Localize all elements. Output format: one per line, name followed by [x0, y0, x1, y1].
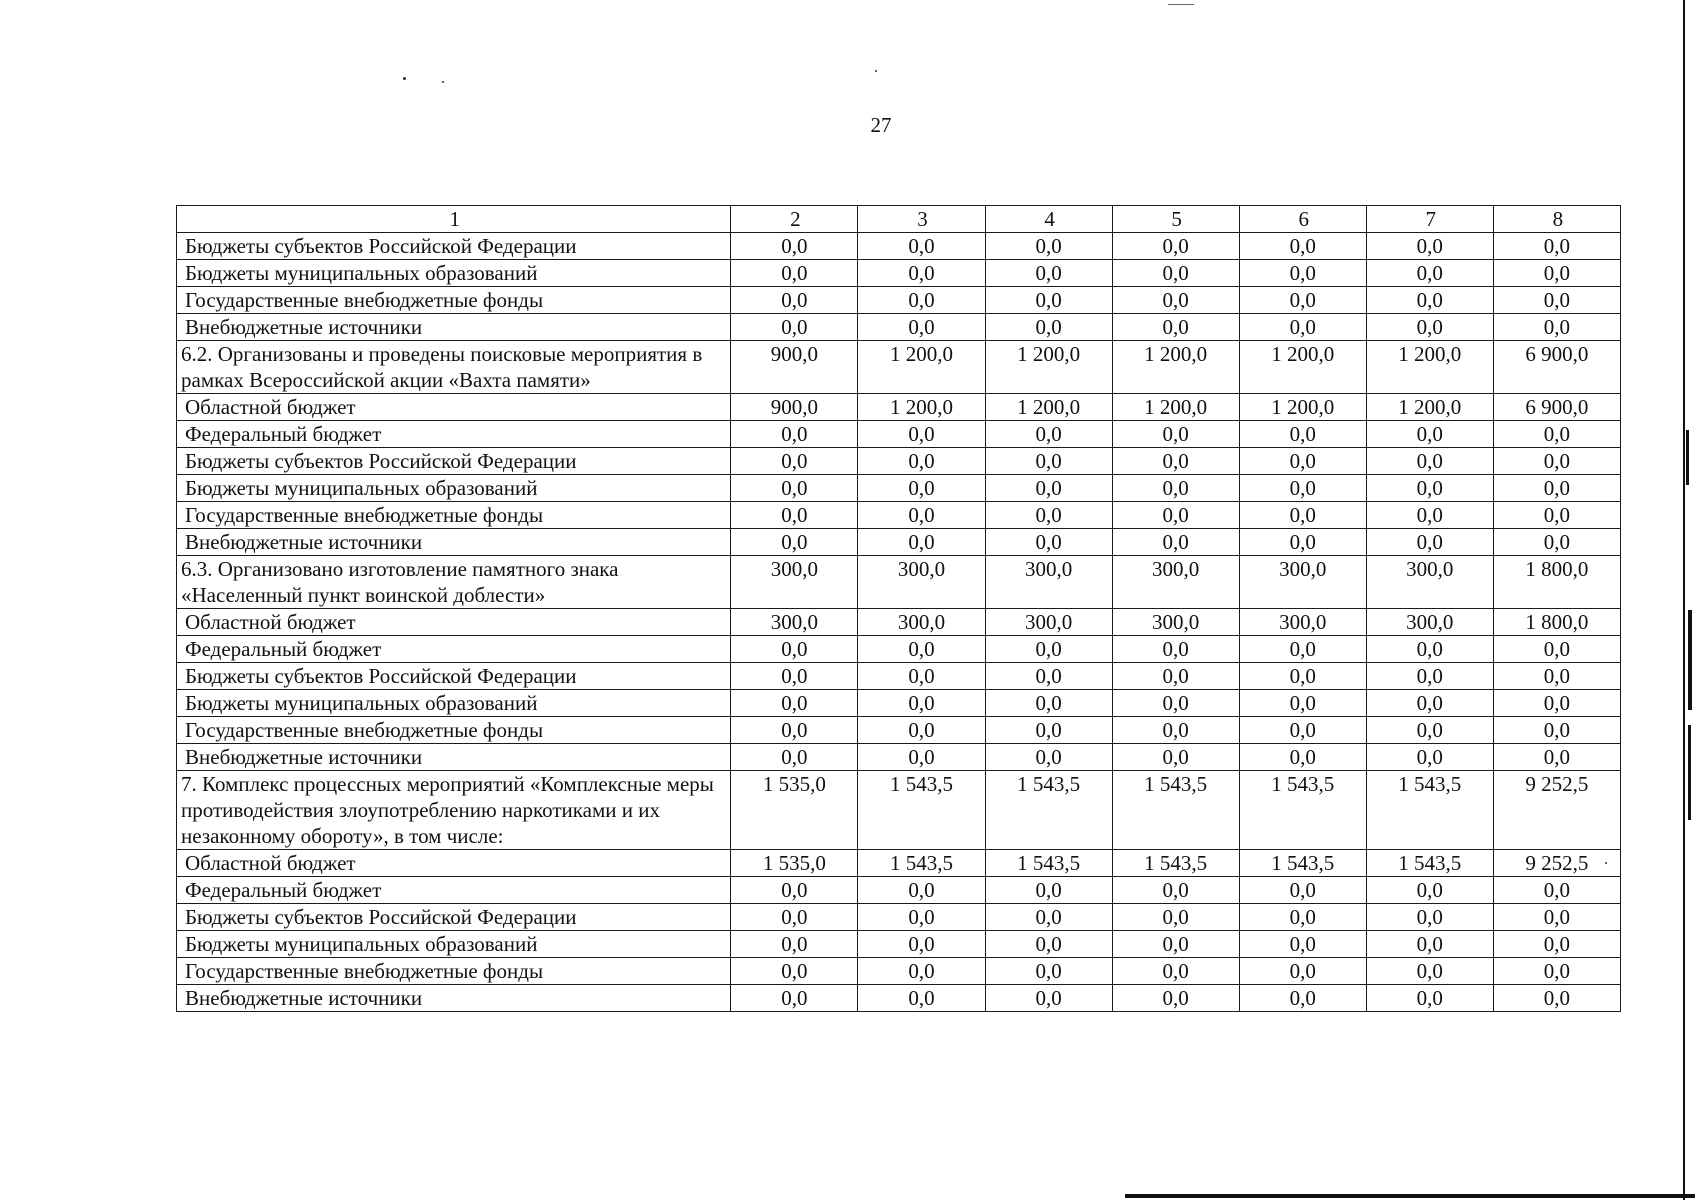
value-cell: 0,0: [731, 233, 858, 260]
value-cell: 0,0: [1112, 958, 1239, 985]
scan-top-mark: [1168, 4, 1194, 5]
column-number-cell: 6: [1239, 206, 1366, 233]
column-number-row: [177, 206, 1621, 233]
value-cell: 0,0: [1366, 985, 1493, 1012]
value-cell: 0,0: [858, 233, 985, 260]
value-cell: 0,0: [1239, 985, 1366, 1012]
row-label-cell: Бюджеты субъектов Российской Федерации: [177, 904, 731, 931]
scan-speck: [1605, 862, 1607, 864]
value-cell: 0,0: [1239, 904, 1366, 931]
value-cell: 0,0: [1366, 260, 1493, 287]
value-cell: 0,0: [1366, 690, 1493, 717]
value-cell: 0,0: [731, 690, 858, 717]
value-cell: 1 535,0: [731, 850, 858, 877]
value-cell: 0,0: [731, 985, 858, 1012]
value-cell: 0,0: [858, 314, 985, 341]
value-cell: 0,0: [1366, 287, 1493, 314]
value-cell: 1 200,0: [858, 394, 985, 421]
value-cell: 0,0: [1239, 717, 1366, 744]
value-cell: 0,0: [731, 904, 858, 931]
value-cell: 0,0: [985, 636, 1112, 663]
value-cell: 0,0: [1112, 931, 1239, 958]
value-cell: 0,0: [985, 985, 1112, 1012]
value-cell: 0,0: [1493, 931, 1620, 958]
row-label-cell: Бюджеты муниципальных образований: [177, 260, 731, 287]
row-label-cell: Областной бюджет: [177, 850, 731, 877]
row-label-cell: Бюджеты муниципальных образований: [177, 931, 731, 958]
value-cell: 0,0: [985, 690, 1112, 717]
value-cell: 1 200,0: [985, 394, 1112, 421]
value-cell: 0,0: [1366, 314, 1493, 341]
row-label-cell: Федеральный бюджет: [177, 877, 731, 904]
table-row: [177, 233, 1621, 260]
value-cell: 0,0: [1239, 877, 1366, 904]
table-row: [177, 663, 1621, 690]
value-cell: 1 535,0: [731, 771, 858, 850]
value-cell: 0,0: [731, 877, 858, 904]
value-cell: 0,0: [858, 636, 985, 663]
value-cell: 1 543,5: [985, 850, 1112, 877]
scan-speck: [442, 81, 444, 83]
value-cell: 300,0: [1239, 609, 1366, 636]
value-cell: 9 252,5: [1493, 850, 1620, 877]
row-label-cell: 6.2. Организованы и проведены поисковые мероприятия в рамках Всероссийской акции «Вахта памяти»: [177, 341, 731, 394]
row-label-cell: Внебюджетные источники: [177, 314, 731, 341]
value-cell: 1 543,5: [1112, 771, 1239, 850]
value-cell: 0,0: [1493, 314, 1620, 341]
value-cell: 0,0: [1112, 690, 1239, 717]
value-cell: 0,0: [858, 502, 985, 529]
table-row: [177, 958, 1621, 985]
value-cell: 0,0: [1112, 529, 1239, 556]
row-label-cell: 7. Комплекс процессных мероприятий «Комплексные меры противодействия злоупотреблению наркотиками и их незаконному обороту», в том числе:: [177, 771, 731, 850]
value-cell: 0,0: [1239, 233, 1366, 260]
value-cell: 0,0: [1493, 287, 1620, 314]
value-cell: 0,0: [1112, 314, 1239, 341]
value-cell: 0,0: [1493, 529, 1620, 556]
value-cell: 0,0: [858, 663, 985, 690]
value-cell: 0,0: [1239, 421, 1366, 448]
value-cell: 1 200,0: [1112, 394, 1239, 421]
value-cell: 1 200,0: [1112, 341, 1239, 394]
value-cell: 0,0: [1493, 233, 1620, 260]
value-cell: 0,0: [1112, 877, 1239, 904]
value-cell: 1 800,0: [1493, 609, 1620, 636]
value-cell: 0,0: [1112, 502, 1239, 529]
value-cell: 6 900,0: [1493, 341, 1620, 394]
value-cell: 1 543,5: [1112, 850, 1239, 877]
value-cell: 0,0: [1112, 233, 1239, 260]
table-row: [177, 717, 1621, 744]
table-row: [177, 985, 1621, 1012]
value-cell: 6 900,0: [1493, 394, 1620, 421]
value-cell: 0,0: [731, 475, 858, 502]
row-label-cell: Государственные внебюджетные фонды: [177, 502, 731, 529]
value-cell: 0,0: [1112, 717, 1239, 744]
value-cell: 1 200,0: [858, 341, 985, 394]
value-cell: 0,0: [1239, 287, 1366, 314]
value-cell: 0,0: [1112, 260, 1239, 287]
value-cell: 0,0: [985, 448, 1112, 475]
value-cell: 0,0: [1112, 287, 1239, 314]
row-label-cell: Бюджеты муниципальных образований: [177, 475, 731, 502]
value-cell: 0,0: [1493, 502, 1620, 529]
value-cell: 0,0: [985, 931, 1112, 958]
table-row: [177, 771, 1621, 850]
value-cell: 0,0: [1493, 421, 1620, 448]
row-label-cell: Бюджеты муниципальных образований: [177, 690, 731, 717]
value-cell: 1 543,5: [1239, 850, 1366, 877]
row-label-cell: Внебюджетные источники: [177, 529, 731, 556]
table-row: [177, 529, 1621, 556]
value-cell: 0,0: [731, 717, 858, 744]
value-cell: 900,0: [731, 341, 858, 394]
scan-edge-line: [1683, 0, 1685, 1200]
table-row: [177, 556, 1621, 609]
value-cell: 300,0: [731, 556, 858, 609]
column-number-cell: 7: [1366, 206, 1493, 233]
column-number-cell: 4: [985, 206, 1112, 233]
column-number-cell: 8: [1493, 206, 1620, 233]
value-cell: 0,0: [1239, 502, 1366, 529]
value-cell: 0,0: [1493, 260, 1620, 287]
value-cell: 0,0: [1366, 744, 1493, 771]
value-cell: 0,0: [985, 877, 1112, 904]
value-cell: 0,0: [858, 475, 985, 502]
value-cell: 0,0: [985, 314, 1112, 341]
value-cell: 0,0: [731, 314, 858, 341]
value-cell: 1 800,0: [1493, 556, 1620, 609]
value-cell: 300,0: [985, 609, 1112, 636]
row-label-cell: Внебюджетные источники: [177, 985, 731, 1012]
value-cell: 0,0: [985, 502, 1112, 529]
value-cell: 0,0: [1366, 877, 1493, 904]
budget-table-body: [177, 206, 1621, 1012]
table-row: [177, 394, 1621, 421]
value-cell: 0,0: [1493, 663, 1620, 690]
table-row: [177, 636, 1621, 663]
value-cell: 1 200,0: [1366, 341, 1493, 394]
value-cell: 0,0: [985, 475, 1112, 502]
value-cell: 0,0: [1112, 475, 1239, 502]
value-cell: 0,0: [731, 502, 858, 529]
value-cell: 0,0: [1239, 448, 1366, 475]
value-cell: 0,0: [1239, 744, 1366, 771]
value-cell: 0,0: [1112, 744, 1239, 771]
value-cell: 0,0: [1239, 690, 1366, 717]
scan-edge-mark: [1688, 610, 1692, 710]
value-cell: 0,0: [985, 529, 1112, 556]
value-cell: 0,0: [731, 421, 858, 448]
row-label-cell: Государственные внебюджетные фонды: [177, 287, 731, 314]
row-label-cell: Областной бюджет: [177, 609, 731, 636]
value-cell: 0,0: [1112, 448, 1239, 475]
table-row: [177, 502, 1621, 529]
value-cell: 0,0: [985, 287, 1112, 314]
value-cell: 0,0: [1239, 475, 1366, 502]
value-cell: 0,0: [731, 663, 858, 690]
value-cell: 300,0: [985, 556, 1112, 609]
scan-speck: [403, 77, 406, 80]
value-cell: 0,0: [1366, 233, 1493, 260]
table-row: [177, 260, 1621, 287]
value-cell: 9 252,5: [1493, 771, 1620, 850]
value-cell: 300,0: [1112, 556, 1239, 609]
value-cell: 1 200,0: [1239, 394, 1366, 421]
value-cell: 0,0: [1493, 904, 1620, 931]
value-cell: 0,0: [858, 448, 985, 475]
value-cell: 1 543,5: [1366, 771, 1493, 850]
value-cell: 0,0: [985, 421, 1112, 448]
value-cell: 0,0: [858, 287, 985, 314]
scan-speck: [875, 70, 877, 72]
table-row: [177, 690, 1621, 717]
value-cell: 0,0: [1366, 717, 1493, 744]
row-label-cell: Государственные внебюджетные фонды: [177, 717, 731, 744]
value-cell: 1 543,5: [858, 771, 985, 850]
value-cell: 1 543,5: [858, 850, 985, 877]
scan-edge-mark: [1686, 430, 1689, 485]
value-cell: 0,0: [731, 931, 858, 958]
table-row: [177, 609, 1621, 636]
value-cell: 0,0: [1493, 985, 1620, 1012]
value-cell: 300,0: [858, 609, 985, 636]
table-row: [177, 341, 1621, 394]
value-cell: 0,0: [731, 260, 858, 287]
value-cell: 900,0: [731, 394, 858, 421]
row-label-cell: Внебюджетные источники: [177, 744, 731, 771]
value-cell: 0,0: [1493, 958, 1620, 985]
value-cell: 0,0: [1493, 448, 1620, 475]
table-row: [177, 287, 1621, 314]
value-cell: 0,0: [731, 287, 858, 314]
value-cell: 1 543,5: [1366, 850, 1493, 877]
scan-bottom-line: [1125, 1194, 1695, 1198]
table-row: [177, 931, 1621, 958]
row-label-cell: Бюджеты субъектов Российской Федерации: [177, 448, 731, 475]
row-label-cell: Государственные внебюджетные фонды: [177, 958, 731, 985]
row-label-cell: 6.3. Организовано изготовление памятного знака «Населенный пункт воинской доблести»: [177, 556, 731, 609]
value-cell: 0,0: [1366, 475, 1493, 502]
value-cell: 0,0: [1366, 529, 1493, 556]
value-cell: 0,0: [1493, 636, 1620, 663]
value-cell: 300,0: [1112, 609, 1239, 636]
value-cell: 0,0: [858, 717, 985, 744]
value-cell: 0,0: [858, 931, 985, 958]
row-label-cell: Областной бюджет: [177, 394, 731, 421]
value-cell: 0,0: [858, 958, 985, 985]
page-number: 27: [870, 113, 892, 137]
column-number-cell: 1: [177, 206, 731, 233]
value-cell: 0,0: [1366, 931, 1493, 958]
value-cell: 1 200,0: [1239, 341, 1366, 394]
value-cell: 0,0: [985, 233, 1112, 260]
value-cell: 0,0: [731, 448, 858, 475]
value-cell: 0,0: [858, 529, 985, 556]
value-cell: 0,0: [985, 904, 1112, 931]
value-cell: 0,0: [1112, 904, 1239, 931]
table-row: [177, 877, 1621, 904]
value-cell: 0,0: [1493, 690, 1620, 717]
row-label-cell: Бюджеты субъектов Российской Федерации: [177, 663, 731, 690]
value-cell: 0,0: [1493, 475, 1620, 502]
value-cell: 0,0: [858, 690, 985, 717]
value-cell: 0,0: [1493, 717, 1620, 744]
value-cell: 300,0: [858, 556, 985, 609]
value-cell: 0,0: [1366, 958, 1493, 985]
value-cell: 0,0: [858, 904, 985, 931]
row-label-cell: Федеральный бюджет: [177, 421, 731, 448]
value-cell: 0,0: [858, 421, 985, 448]
table-row: [177, 904, 1621, 931]
value-cell: 0,0: [985, 663, 1112, 690]
table-row: [177, 448, 1621, 475]
column-number-cell: 3: [858, 206, 985, 233]
value-cell: 0,0: [985, 260, 1112, 287]
value-cell: 0,0: [858, 744, 985, 771]
value-cell: 0,0: [1366, 904, 1493, 931]
value-cell: 300,0: [1366, 609, 1493, 636]
column-number-cell: 2: [731, 206, 858, 233]
table-row: [177, 421, 1621, 448]
value-cell: 0,0: [1366, 636, 1493, 663]
value-cell: 0,0: [1239, 663, 1366, 690]
value-cell: 0,0: [1112, 663, 1239, 690]
table-row: [177, 314, 1621, 341]
value-cell: 0,0: [1239, 314, 1366, 341]
row-label-cell: Федеральный бюджет: [177, 636, 731, 663]
value-cell: 300,0: [1366, 556, 1493, 609]
value-cell: 0,0: [731, 958, 858, 985]
table-row: [177, 744, 1621, 771]
value-cell: 0,0: [1366, 502, 1493, 529]
value-cell: 0,0: [731, 744, 858, 771]
value-cell: 0,0: [1112, 421, 1239, 448]
table-row: [177, 850, 1621, 877]
value-cell: 0,0: [1112, 985, 1239, 1012]
value-cell: 0,0: [1366, 448, 1493, 475]
value-cell: 0,0: [1366, 663, 1493, 690]
value-cell: 0,0: [1239, 260, 1366, 287]
value-cell: 0,0: [1493, 744, 1620, 771]
value-cell: 1 543,5: [985, 771, 1112, 850]
value-cell: 0,0: [858, 985, 985, 1012]
column-number-cell: 5: [1112, 206, 1239, 233]
value-cell: 0,0: [731, 529, 858, 556]
value-cell: 300,0: [731, 609, 858, 636]
row-label-cell: Бюджеты субъектов Российской Федерации: [177, 233, 731, 260]
value-cell: 0,0: [1239, 636, 1366, 663]
value-cell: 0,0: [858, 260, 985, 287]
table-row: [177, 475, 1621, 502]
value-cell: 0,0: [1239, 931, 1366, 958]
value-cell: 0,0: [1239, 958, 1366, 985]
value-cell: 1 200,0: [1366, 394, 1493, 421]
value-cell: 0,0: [985, 717, 1112, 744]
value-cell: 0,0: [1112, 636, 1239, 663]
budget-table: [176, 205, 1621, 1012]
value-cell: 0,0: [985, 744, 1112, 771]
value-cell: 0,0: [985, 958, 1112, 985]
scan-edge-mark: [1688, 725, 1691, 820]
value-cell: 0,0: [858, 877, 985, 904]
value-cell: 0,0: [1366, 421, 1493, 448]
value-cell: 300,0: [1239, 556, 1366, 609]
value-cell: 0,0: [731, 636, 858, 663]
value-cell: 1 200,0: [985, 341, 1112, 394]
value-cell: 0,0: [1493, 877, 1620, 904]
value-cell: 1 543,5: [1239, 771, 1366, 850]
value-cell: 0,0: [1239, 529, 1366, 556]
